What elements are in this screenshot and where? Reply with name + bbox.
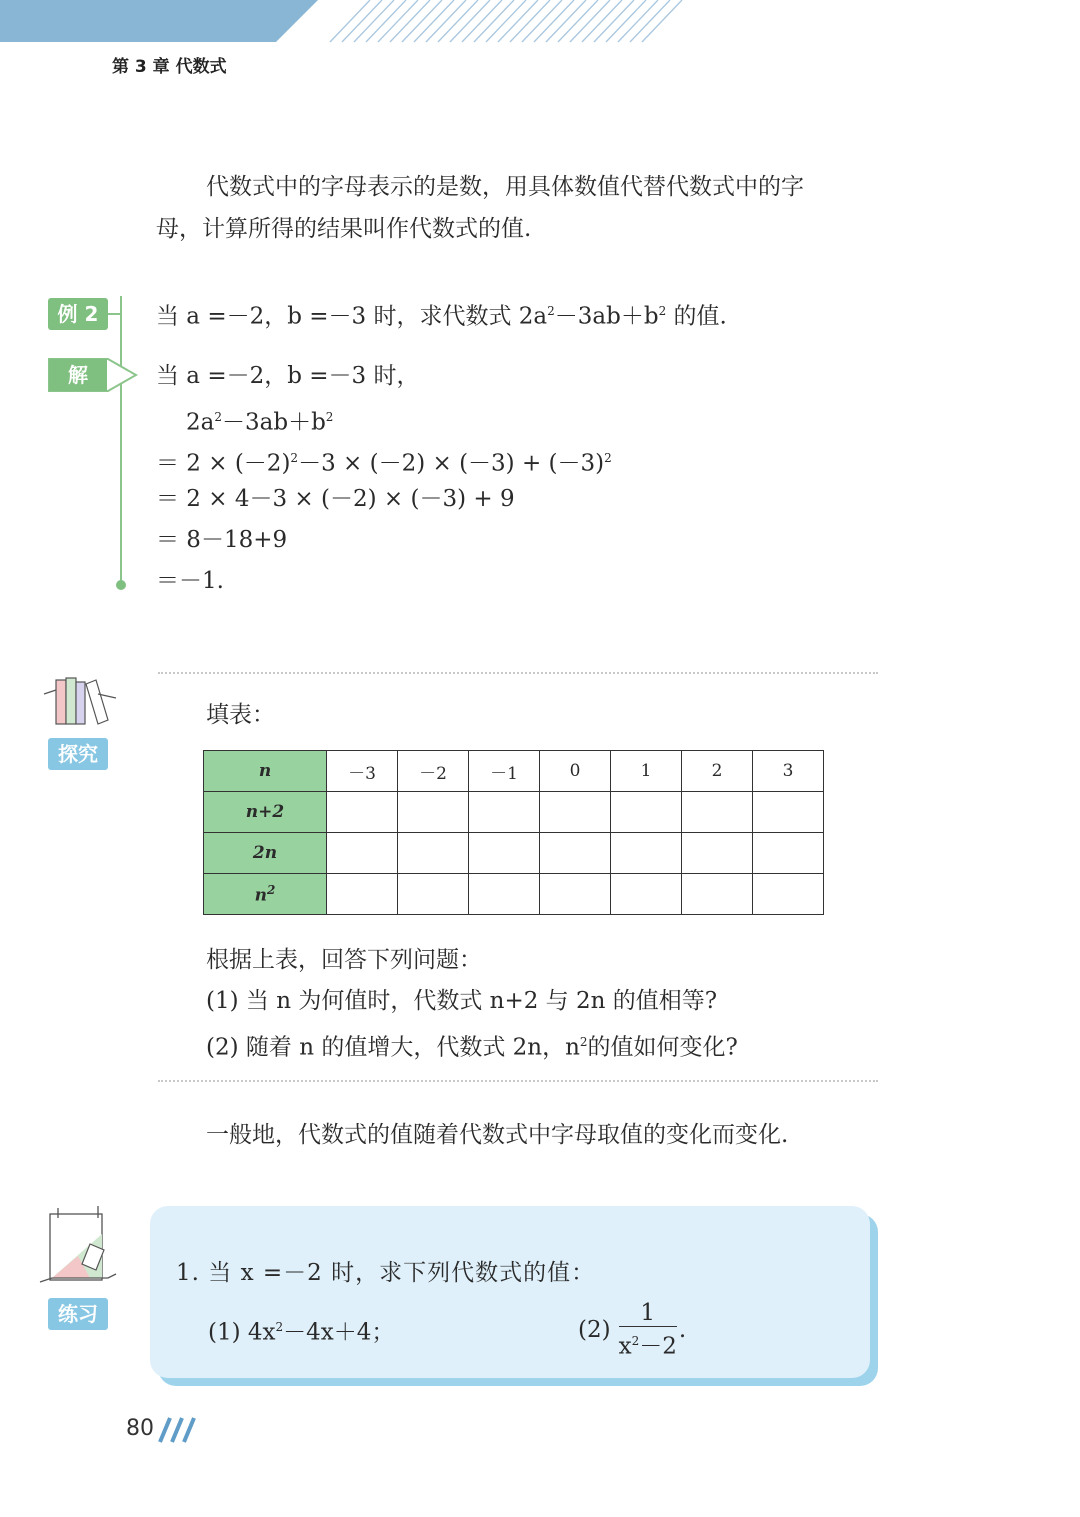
practice-part-1b: －4x＋4； [283,1319,395,1346]
step-1-sup-a: 2 [214,410,222,424]
example-label: 例 2 [48,298,108,330]
blank-cell [540,833,611,874]
blank-cell [611,833,682,874]
questions-intro: 根据上表，回答下列问题： [206,947,482,973]
blank-cell [753,833,824,874]
blank-cell [327,833,398,874]
step-3: ＝ 2 × 4－3 × (－2) × (－3) + 9 [156,486,515,512]
row-header-n-base: n [254,885,267,906]
col-value: 1 [611,751,682,792]
fill-table [203,750,824,915]
blank-cell [540,792,611,833]
col-value: －3 [327,751,398,792]
blank-cell [611,792,682,833]
definition-line-1: 代数式中的字母表示的是数，用具体数值代替代数式中的字 [206,174,804,200]
blank-cell [682,833,753,874]
conclusion: 一般地，代数式的值随着代数式中字母取值的变化而变化. [206,1122,789,1148]
question-2b: 的值如何变化? [587,1034,738,1061]
step-1-sup-b: 2 [325,410,334,424]
fraction [619,1300,677,1361]
divider-top [158,672,878,674]
col-value: －2 [398,751,469,792]
question-2a: (2) 随着 n 的值增大，代数式 2n，n [206,1034,580,1061]
blank-cell [327,874,398,915]
definition-line-2: 母，计算所得的结果叫作代数式的值. [156,216,532,242]
table-row [204,833,824,874]
solution-line [120,296,122,584]
example-question [156,290,727,338]
step-2-sup-b: 2 [604,451,612,465]
question-pre: 当 a =－2，b =－3 时，求代数式 2a [156,303,548,330]
blank-cell [398,792,469,833]
question-1: (1) 当 n 为何值时，代数式 n+2 与 2n 的值相等? [206,988,718,1014]
step-1b: －3ab＋b [222,409,326,436]
fraction-den-rest: －2 [639,1333,677,1360]
col-value: 3 [753,751,824,792]
step-4: ＝ 8－18+9 [156,527,288,553]
explore-intro: 填表： [206,702,275,728]
question-post: 的值. [666,303,727,330]
blank-cell [469,833,540,874]
question-mid: －3ab＋b [554,303,659,330]
col-value: 0 [540,751,611,792]
practice-label: 练习 [48,1298,108,1330]
blank-cell [398,833,469,874]
blank-cell [469,792,540,833]
practice-question: 1. 当 x =－2 时，求下列代数式的值： [176,1260,596,1286]
blank-cell [682,874,753,915]
blank-cell [753,792,824,833]
header-band [0,0,1080,46]
step-2a: ＝ 2 × (－2) [156,450,291,477]
blank-cell [611,874,682,915]
question-2-sup: 2 [579,1035,588,1049]
step-2-sup-a: 2 [290,451,299,465]
step-2b: －3 × (－2) × (－3) + (－3) [298,450,605,477]
divider-bottom [158,1080,878,1082]
row-header-sup: 2 [267,882,276,897]
notebook-icon [38,1204,118,1288]
blank-cell [327,792,398,833]
page-number: 80 [126,1416,154,1441]
table-row [204,874,824,915]
practice-part-2 [578,1300,686,1361]
question-sup-1: 2 [547,304,555,318]
blank-cell [398,874,469,915]
blank-cell [469,874,540,915]
practice-part-1-sup: 2 [275,1320,284,1334]
fraction-den-x: x [618,1333,632,1360]
row-header-n-plus-2: n+2 [204,792,327,833]
explore-label: 探究 [48,738,108,770]
solution-label: 解 [68,363,88,387]
blank-cell [540,874,611,915]
row-header-2n: 2n [204,833,327,874]
practice-part-1 [208,1306,394,1354]
row-header-n: n [204,751,327,792]
page-slashes-decoration [156,1416,198,1444]
practice-part-1a: (1) 4x [208,1319,276,1346]
question-sup-2: 2 [658,304,667,318]
step-1a: 2a [186,409,215,436]
row-header-n-squared [204,874,327,915]
practice-part-2-label: (2) [578,1317,611,1344]
blank-cell [753,874,824,915]
blank-cell [682,792,753,833]
fraction-denominator [619,1327,677,1361]
solution-end-dot [116,580,126,590]
chapter-title: 第 3 章 代数式 [112,57,227,77]
practice-part-2-end: . [678,1317,687,1344]
question-2 [206,1021,738,1069]
fraction-den-sup: 2 [631,1334,640,1348]
table-row [204,751,824,792]
col-value: 2 [682,751,753,792]
books-icon [42,676,118,732]
col-value: －1 [469,751,540,792]
step-5: ＝－1. [156,568,224,594]
fraction-numerator: 1 [619,1300,677,1327]
table-row [204,792,824,833]
step-0: 当 a =－2，b =－3 时， [156,363,420,389]
